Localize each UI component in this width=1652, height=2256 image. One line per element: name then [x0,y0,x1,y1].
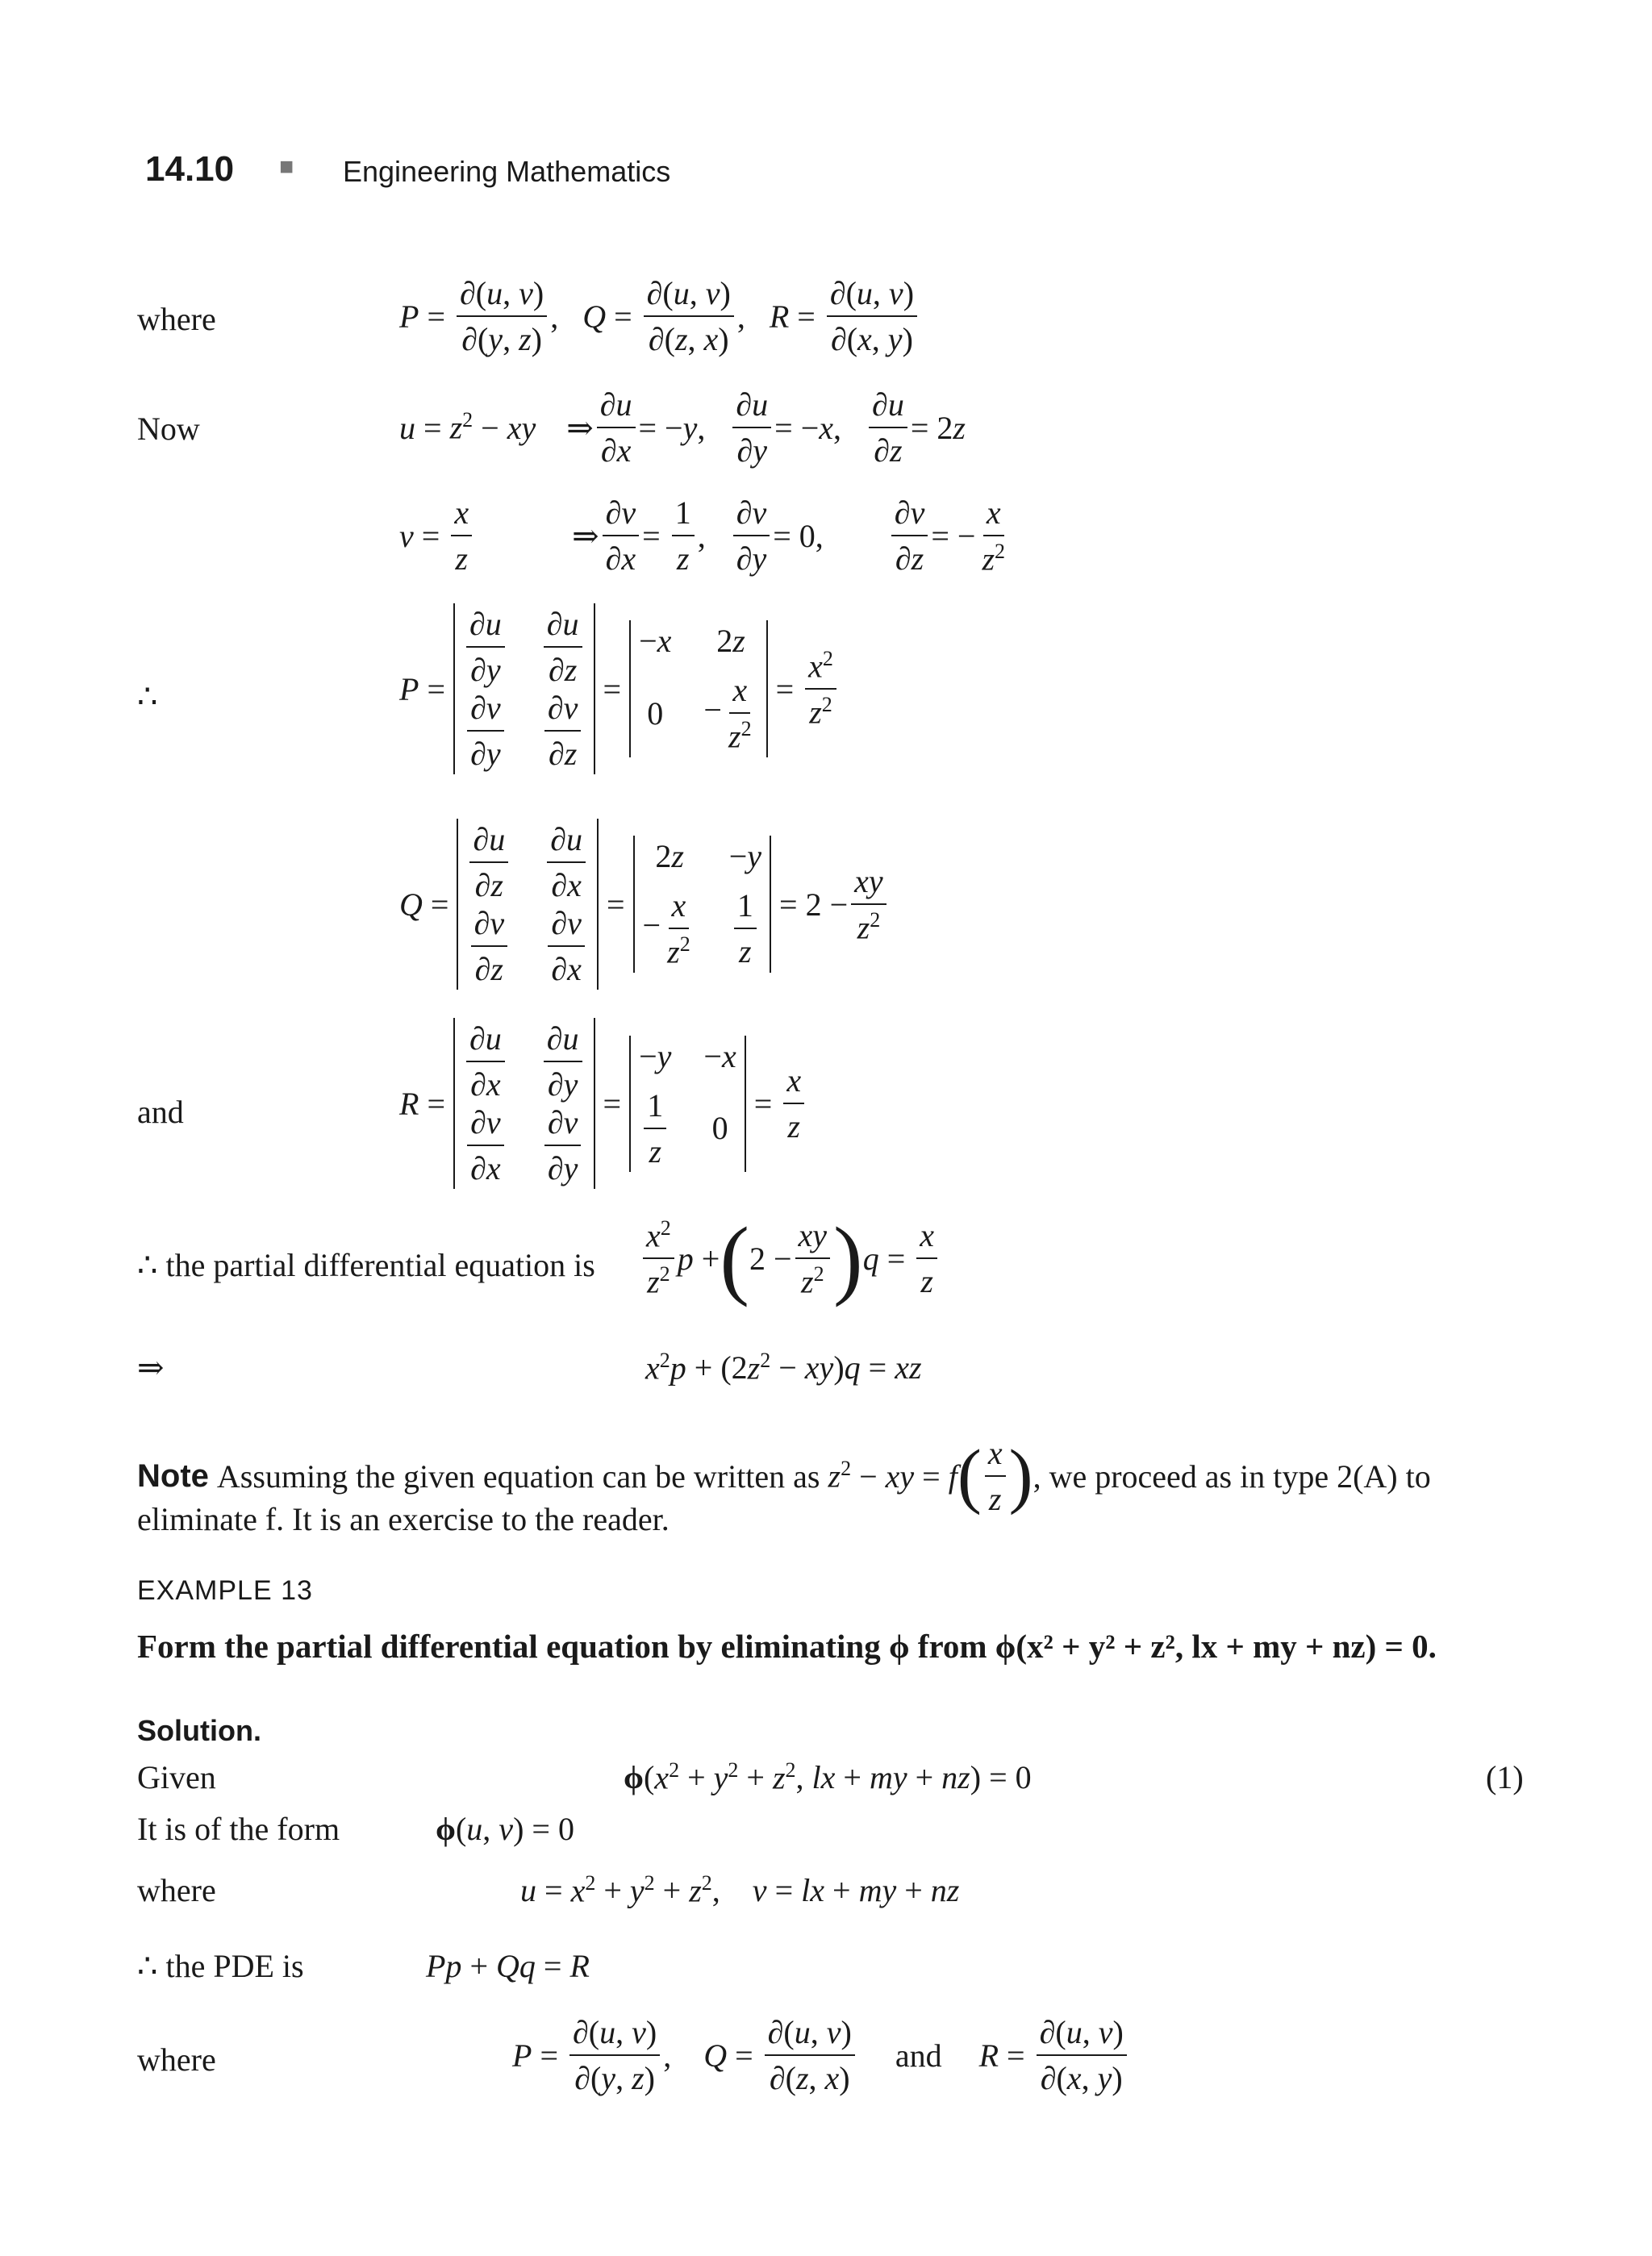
header-square-icon: ■ [279,153,294,180]
p-determinant: P = ∂u ∂y ∂u ∂z ∂v ∂y ∂v ∂z = −x 2z 0 − $\frac{x}{z^2}$ = $\frac{x^2}{z^2}$ [399,603,840,774]
page-number: 14.10 [145,149,235,189]
note-label: Note [137,1457,209,1494]
label-where-3: where [137,2041,216,2078]
pde-final: $x^2p$ + (2 $z^2$ − xy ) q = xz [645,1349,922,1387]
label-given: Given [137,1759,216,1795]
note-text-1: Assuming the given equation can be written as [216,1457,820,1495]
label-of-the-form: It is of the form [137,1811,340,1847]
jacobian-definitions-1: P = $\frac{\partial(u, v)}{\partial(y, z)}$ , Q = $\frac{\partial(u, v)}{\partial(z, x)}$ , R = $\frac{\partial(u, v)}{\partial(x, y)}$ [399,274,920,358]
u-derivatives: u = $z^2$ − xy ⇒ $\frac{\partial u}{\partial x}$ = − y , $\frac{\partial u}{\partial y}$ = − x , $\frac{\partial u}{\partial z}$ = 2 z [399,386,966,469]
note-text-3: eliminate f. It is an exercise to the reader. [137,1501,670,1537]
label-now: Now [137,411,200,447]
label-implies: ⇒ [137,1349,165,1386]
phi-uv-form: ϕ ( u , v ) = 0 [436,1811,574,1847]
solution-label: Solution. [137,1714,261,1747]
example-label: EXAMPLE 13 [137,1575,313,1606]
lagrange-form: Pp + Qq = R [426,1948,590,1984]
book-title: Engineering Mathematics [343,155,671,188]
label-and: and [137,1094,184,1130]
q-determinant: Q = ∂u ∂z ∂u ∂x ∂v ∂z ∂v ∂x = 2z −y − $\frac{x}{z^2}$ 1 z = 2 − $\frac{xy}{z^2}$ [399,819,890,990]
note-paragraph: Note Assuming the given equation can be written as $z^2$ − xy = f ( x z ) , we proceed as in type 2(A) to eliminate f. It is an exercise to the reader. [137,1435,1431,1537]
pde-fraction-form: $x^2$ $z^2$ p + ( 2 − $\frac{xy}{z^2}$ ) q = $\frac{x}{z}$ [640,1214,941,1303]
jacobian-definitions-2: P = $\frac{\partial(u, v)}{\partial(y, z)}$ , Q = $\frac{\partial(u, v)}{\partial(z, x)}$ and R = $\frac{\partial(u, v)}{\partial(x, y)}$ [512,2013,1130,2097]
given-equation: ϕ ( $x^2$ + $y^2$ + $z^2$ , lx + my + nz ) = 0 [624,1758,1032,1796]
note-text-2: , we proceed as in type 2(A) to [1032,1457,1431,1495]
equation-number: (1) [1486,1759,1524,1795]
example-statement: Form the partial differential equation by eliminating ϕ from ϕ(x² + y² + z², lx + my + nz) = 0. [137,1628,1437,1665]
label-where-1: where [137,301,216,337]
v-derivatives: v = $\frac{x}{z}$ ⇒ $\frac{\partial v}{\partial x}$ = $\frac{1}{z}$ , $\frac{\partial v}{\partial y}$ = 0, $\frac{\partial v}{\partial z}$ = − $\frac{x}{z^2}$ [399,494,1006,578]
label-therefore: ∴ [137,678,158,715]
r-determinant: R = ∂u ∂x ∂u ∂y ∂v ∂x ∂v ∂y = −y −x 1 z 0 = $\frac{x}{z}$ [399,1018,807,1189]
and-word: and [895,2037,942,2074]
label-where-2: where [137,1872,216,1908]
uv-definitions: u = $x^2$ + $y^2$ + $z^2$ , v = lx + my + nz [520,1871,960,1909]
label-the-pde-is: ∴ the PDE is [137,1948,304,1984]
pde-intro-text: ∴ the partial differential equation is [137,1247,595,1283]
